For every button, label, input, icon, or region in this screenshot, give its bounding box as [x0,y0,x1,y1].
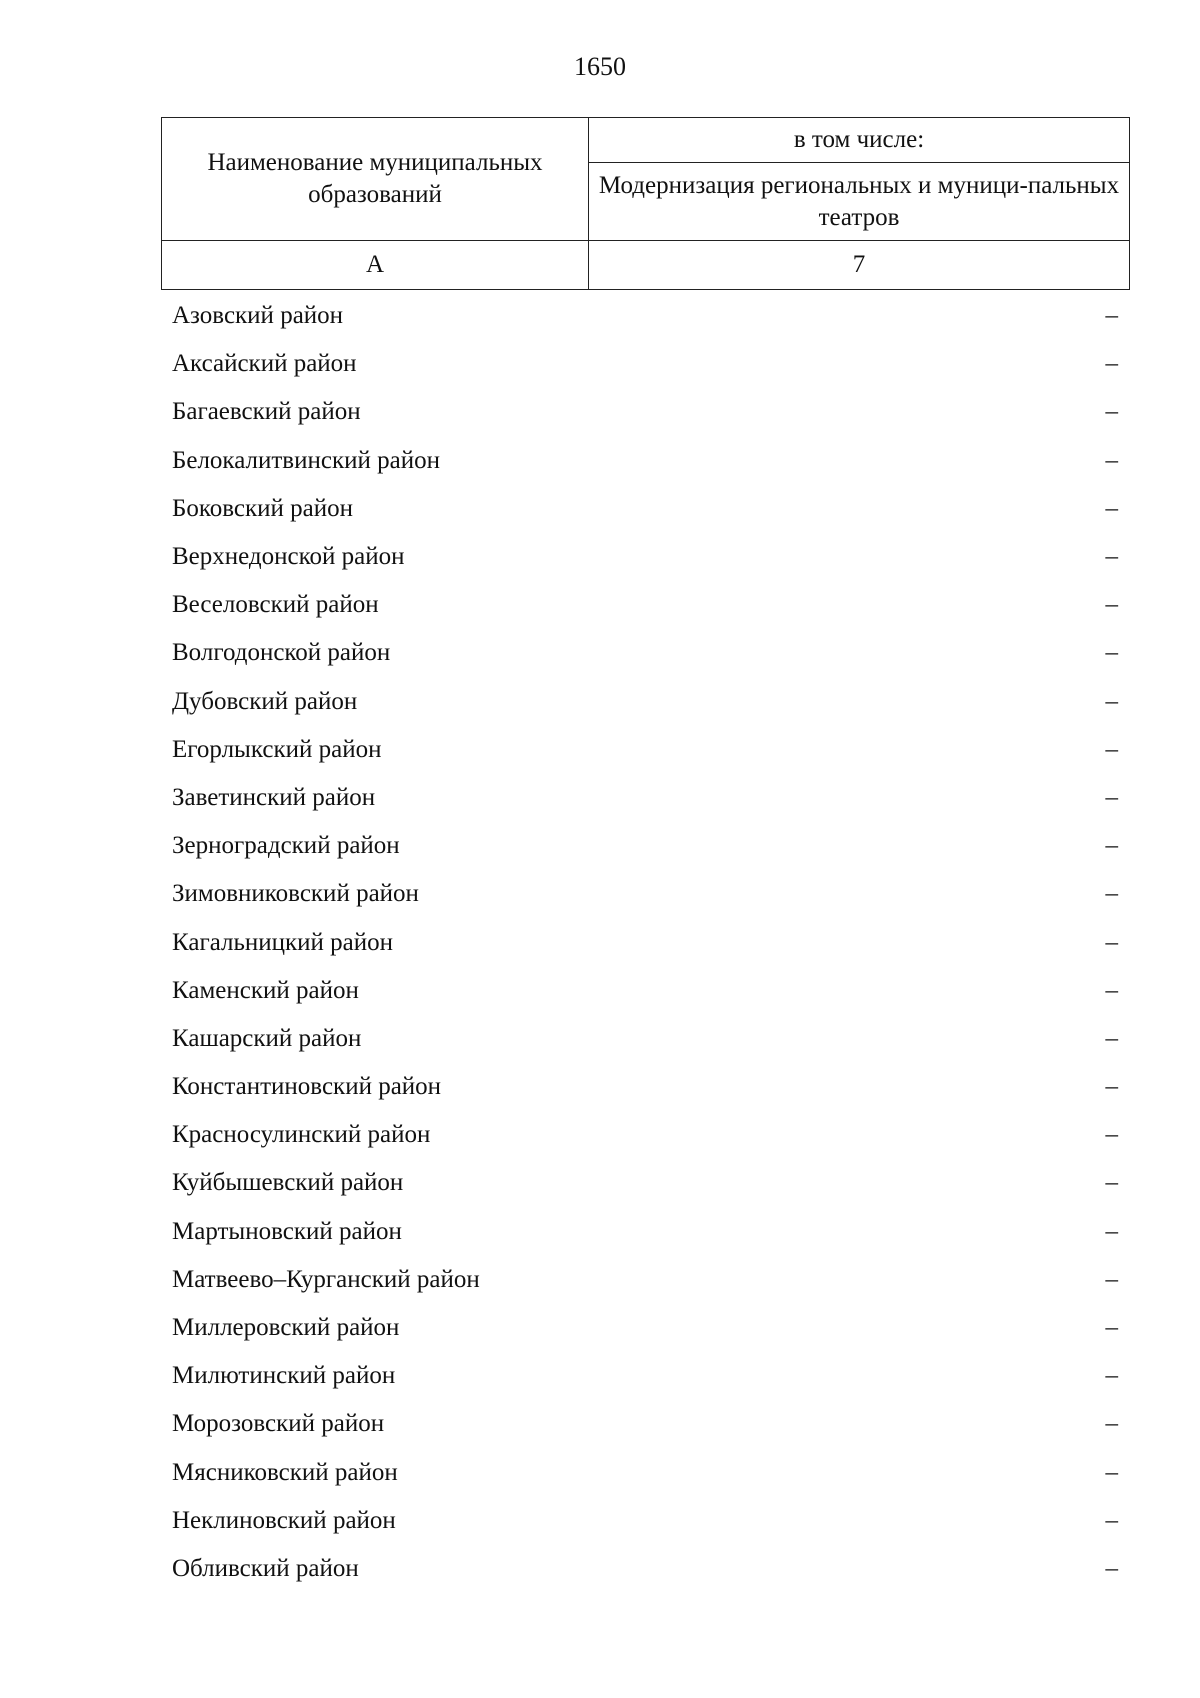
table-row [172,1208,1118,1256]
row-name: Зимовниковский район [172,880,419,908]
table-row [172,292,1118,340]
row-value: – [1105,1554,1118,1582]
row-value: – [1105,1410,1118,1438]
table-body [172,292,1118,1593]
table-row [172,437,1118,485]
table-row [172,1400,1118,1448]
table-row [172,581,1118,629]
row-name: Красносулинский район [172,1121,431,1149]
row-value: – [1105,350,1118,378]
table-row [172,1352,1118,1400]
row-value: – [1105,591,1118,619]
row-value: – [1105,543,1118,571]
row-name: Егорлыкский район [172,735,382,763]
column-header-theatres: Модернизация региональных и муници-пальных театров [589,163,1130,241]
table-row [172,1063,1118,1111]
row-name: Багаевский район [172,398,361,426]
row-name: Обливский район [172,1554,359,1582]
row-name: Мартыновский район [172,1217,402,1245]
row-value: – [1105,1458,1118,1486]
table-row [172,967,1118,1015]
column-header-name: Наименование муниципальных образований [162,118,589,241]
row-name: Неклиновский район [172,1506,396,1534]
table-row [172,1015,1118,1063]
row-value: – [1105,1314,1118,1342]
row-value: – [1105,880,1118,908]
table-row [172,1545,1118,1593]
row-value: – [1105,1024,1118,1052]
table-row [172,726,1118,774]
row-value: – [1105,1362,1118,1390]
row-name: Константиновский район [172,1073,442,1101]
table-row [172,678,1118,726]
table-row [172,774,1118,822]
row-name: Азовский район [172,302,344,330]
column-group-header: в том числе: [589,118,1130,163]
page-number: 1650 [574,52,626,81]
row-name: Куйбышевский район [172,1169,404,1197]
row-name: Матвеево–Курганский район [172,1265,480,1293]
row-name: Дубовский район [172,687,358,715]
row-value: – [1105,832,1118,860]
row-value: – [1105,976,1118,1004]
row-value: – [1105,302,1118,330]
column-code-theatres: 7 [589,241,1130,290]
table-row [172,388,1118,436]
row-value: – [1105,735,1118,763]
table-row [172,485,1118,533]
table-row [172,629,1118,677]
row-name: Веселовский район [172,591,379,619]
row-name: Верхнедонской район [172,543,405,571]
table-row [172,918,1118,966]
row-name: Аксайский район [172,350,357,378]
row-value: – [1105,1217,1118,1245]
table-row [172,1256,1118,1304]
table-row [172,870,1118,918]
row-value: – [1105,1506,1118,1534]
row-value: – [1105,1073,1118,1101]
column-code-name: А [162,241,589,290]
row-name: Кагальницкий район [172,928,394,956]
table-header [161,117,1130,290]
row-value: – [1105,398,1118,426]
row-value: – [1105,494,1118,522]
table-row [172,340,1118,388]
table-row [172,1449,1118,1497]
row-value: – [1105,928,1118,956]
row-name: Заветинский район [172,783,376,811]
row-name: Каменский район [172,976,359,1004]
table-row [172,1304,1118,1352]
row-value: – [1105,1265,1118,1293]
row-name: Миллеровский район [172,1314,400,1342]
row-name: Кашарский район [172,1024,362,1052]
row-value: – [1105,687,1118,715]
table-row [172,1111,1118,1159]
row-value: – [1105,1121,1118,1149]
table-row [172,533,1118,581]
row-value: – [1105,783,1118,811]
row-name: Морозовский район [172,1410,385,1438]
row-name: Белокалитвинский район [172,446,440,474]
row-name: Волгодонской район [172,639,391,667]
table-row [172,1159,1118,1207]
table-row [172,1497,1118,1545]
row-value: – [1105,1169,1118,1197]
table-row [172,822,1118,870]
row-name: Мясниковский район [172,1458,398,1486]
row-name: Милютинский район [172,1362,396,1390]
row-value: – [1105,639,1118,667]
row-name: Зерноградский район [172,832,400,860]
row-value: – [1105,446,1118,474]
row-name: Боковский район [172,494,353,522]
